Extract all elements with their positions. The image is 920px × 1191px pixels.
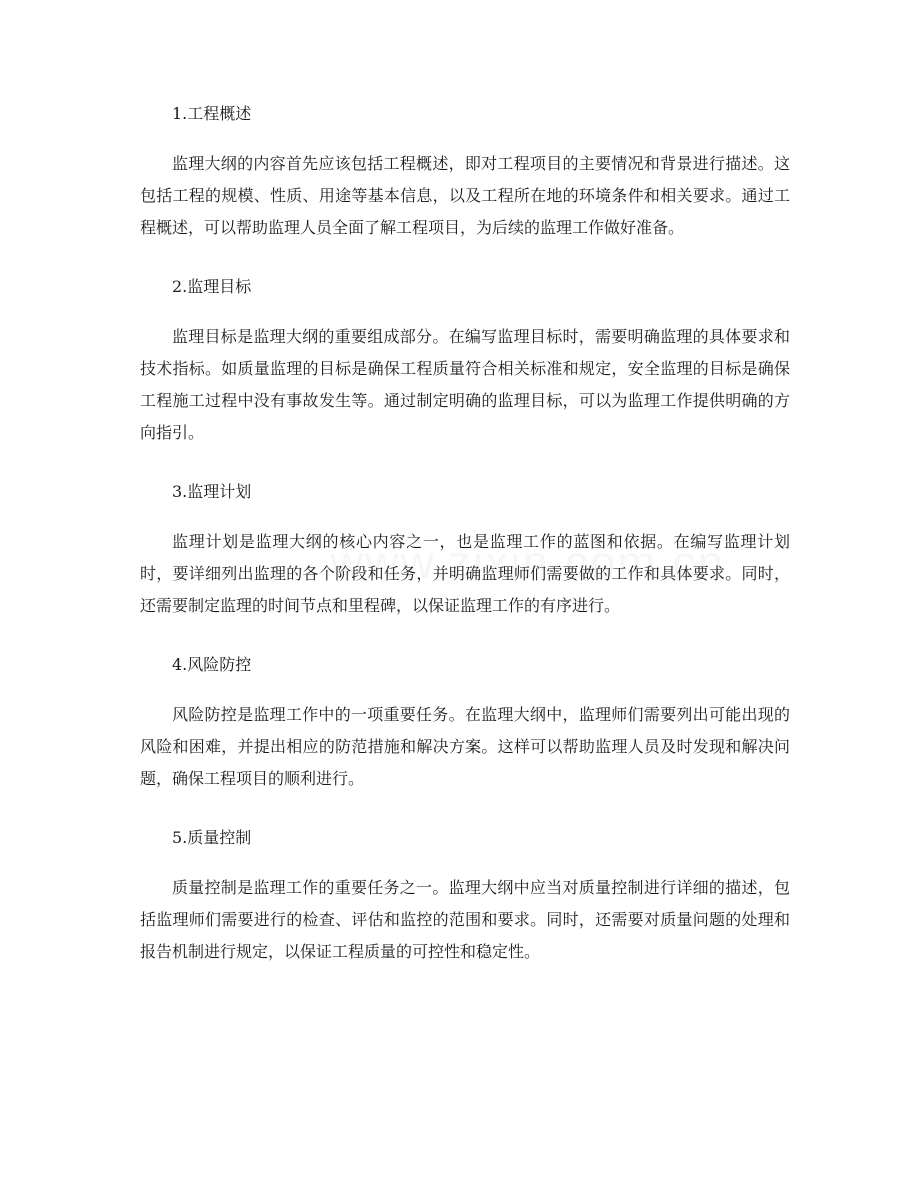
section-paragraph: 监理目标是监理大纲的重要组成部分。在编写监理目标时，需要明确监理的具体要求和技术指标。如质量监理的目标是确保工程质量符合相关标准和规定，安全监理的目标是确保工程施工过程中没有事故发生等。通过制定明确的监理目标，可以为监理工作提供明确的方向指引。	[140, 327, 790, 442]
section-project-overview	[140, 98, 790, 244]
section-heading: 1.工程概述	[172, 104, 252, 123]
section-paragraph: 风险防控是监理工作中的一项重要任务。在监理大纲中，监理师们需要列出可能出现的风险和困难，并提出相应的防范措施和解决方案。这样可以帮助监理人员及时发现和解决问题，确保工程项目的顺利进行。	[140, 705, 790, 788]
document-content	[140, 98, 790, 995]
section-quality-control	[140, 822, 790, 968]
section-paragraph: 监理计划是监理大纲的核心内容之一，也是监理工作的蓝图和依据。在编写监理计划时，要详细列出监理的各个阶段和任务，并明确监理师们需要做的工作和具体要求。同时，还需要制定监理的时间节点和里程碑，以保证监理工作的有序进行。	[140, 532, 790, 615]
section-paragraph: 质量控制是监理工作的重要任务之一。监理大纲中应当对质量控制进行详细的描述，包括监理师们需要进行的检查、评估和监控的范围和要求。同时，还需要对质量问题的处理和报告机制进行规定，以保证工程质量的可控性和稳定性。	[140, 878, 790, 961]
section-heading: 3.监理计划	[172, 482, 252, 501]
section-supervision-goals	[140, 271, 790, 449]
section-risk-control	[140, 649, 790, 795]
section-heading: 4.风险防控	[172, 655, 252, 674]
section-heading: 2.监理目标	[172, 277, 252, 296]
section-paragraph: 监理大纲的内容首先应该包括工程概述，即对工程项目的主要情况和背景进行描述。这包括工程的规模、性质、用途等基本信息，以及工程所在地的环境条件和相关要求。通过工程概述，可以帮助监理人员全面了解工程项目，为后续的监理工作做好准备。	[140, 154, 790, 237]
section-heading: 5.质量控制	[172, 828, 252, 847]
section-supervision-plan	[140, 476, 790, 622]
